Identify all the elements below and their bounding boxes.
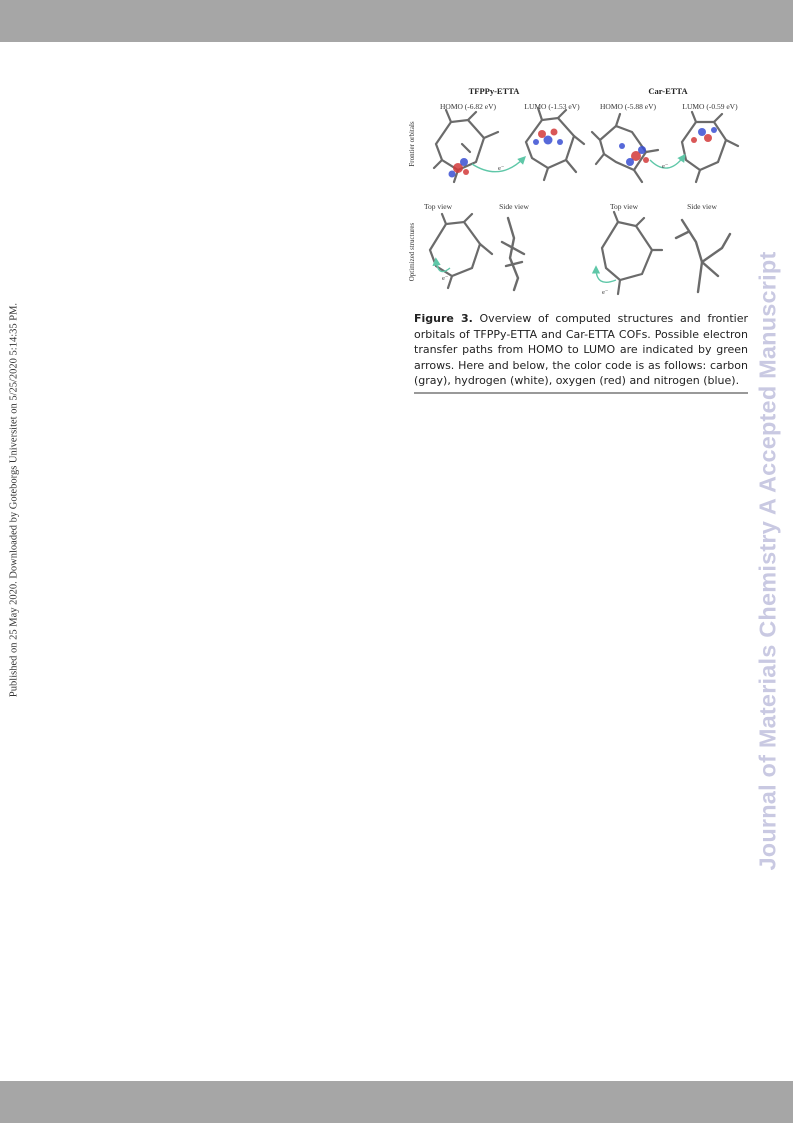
- tfppy-lumo-orbital: [533, 129, 563, 146]
- journal-watermark-text: Journal of Materials Chemistry A Accepted Manuscript: [754, 251, 781, 871]
- publication-note-text: Published on 25 May 2020. Downloaded by Goteborgs Universitet on 5/25/2020 5:14:35 PM.: [8, 302, 20, 698]
- side-view-label-car: Side view: [687, 202, 717, 211]
- figure-3: [406, 82, 754, 302]
- side-view-label-tfppy: Side view: [499, 202, 529, 211]
- top-view-label-car: Top view: [609, 202, 639, 211]
- tfppy-homo-orbital: [449, 158, 470, 178]
- electron-label-car-top: e⁻: [602, 289, 609, 296]
- lumo-label-tfppy: LUMO (-1.53 eV): [524, 102, 580, 111]
- row-label-optimized: Optimized structures: [408, 222, 416, 282]
- car-homo-structure: [592, 114, 658, 182]
- car-lumo-structure: [682, 112, 738, 182]
- figure-caption: [414, 311, 748, 389]
- figure-caption-label: Figure 3.: [414, 312, 473, 325]
- tfppy-top-view: [430, 214, 492, 288]
- header-band: [0, 0, 793, 42]
- electron-label-car: e⁻: [662, 163, 669, 170]
- homo-label-car: HOMO (-5.88 eV): [599, 102, 657, 111]
- col-title-car: Car-ETTA: [648, 86, 688, 96]
- row-label-frontier: Frontier orbitals: [408, 121, 416, 167]
- figure-caption-text: Overview of computed structures and frontier orbitals of TFPPy-ETTA and Car-ETTA COFs. Possible electron transfer paths from HOMO to LUMO are indicated by green arrows. Here and below, the color code is as follows: carbon (gray), hydrogen (white), oxygen (red) and nitrogen (blue).: [414, 312, 748, 387]
- tfppy-side-view: [502, 218, 524, 290]
- col-title-tfppy: TFPPy-ETTA: [468, 86, 520, 96]
- figure-3-graphic: [406, 82, 754, 302]
- electron-label-tfppy-top: e⁻: [442, 275, 449, 282]
- top-view-label-tfppy: Top view: [423, 202, 453, 211]
- footer-band: [0, 1081, 793, 1123]
- caption-divider: [414, 392, 748, 394]
- car-side-view: [676, 220, 730, 292]
- homo-label-tfppy: HOMO (-6.82 eV): [439, 102, 497, 111]
- lumo-label-car: LUMO (-0.59 eV): [682, 102, 738, 111]
- car-lumo-orbital: [691, 127, 717, 143]
- electron-label-tfppy: e⁻: [498, 165, 505, 172]
